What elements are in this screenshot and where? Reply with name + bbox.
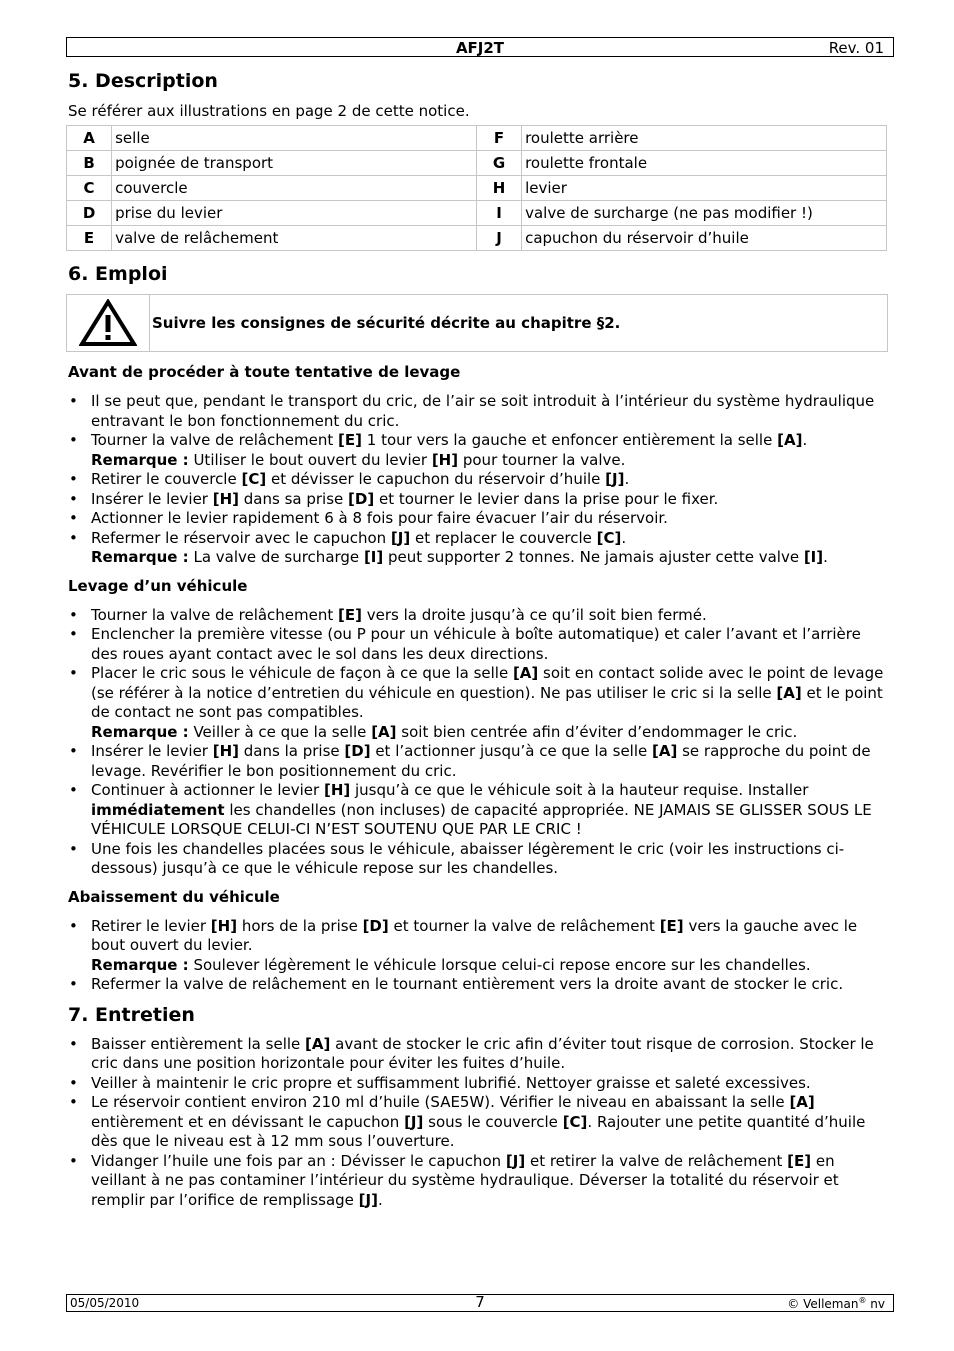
- part-name: valve de relâchement: [112, 226, 477, 251]
- part-name: roulette frontale: [522, 151, 887, 176]
- parts-table-row: [67, 226, 887, 251]
- part-letter: H: [476, 176, 521, 201]
- part-letter: E: [67, 226, 112, 251]
- page-footer: [66, 1294, 894, 1312]
- footer-date: 05/05/2010: [70, 1296, 140, 1310]
- part-letter: J: [476, 226, 521, 251]
- warning-box: [66, 294, 888, 352]
- revision-label: Rev. 01: [828, 39, 884, 57]
- copyright: © Velleman® nv: [787, 1296, 885, 1311]
- before-lifting-list: [68, 392, 890, 568]
- parts-table-row: [67, 176, 887, 201]
- page-number: 7: [475, 1293, 485, 1311]
- part-name: selle: [112, 126, 477, 151]
- parts-table-row: [67, 201, 887, 226]
- part-name: couvercle: [112, 176, 477, 201]
- list-item: • Tourner la valve de relâchement [E] vers la droite jusqu’à ce qu’il soit bien fermé.: [68, 606, 890, 626]
- part-letter: B: [67, 151, 112, 176]
- maintenance-list: [68, 1035, 890, 1211]
- list-item: • Retirer le couvercle [C] et dévisser le capuchon du réservoir d’huile [J].: [68, 470, 890, 490]
- list-item: • Continuer à actionner le levier [H] jusqu’à ce que le véhicule soit à la hauteur requise. Installer immédiatement les chandelles (non incluses) de capacité appropriée. NE JAMAIS SE GLISSER SOUS LE VÉHICULE LORSQUE CELUI-CI N’EST SOUTENU QUE PAR LE CRIC !: [68, 781, 890, 840]
- subsection-lowering-title: Abaissement du véhicule: [68, 887, 280, 906]
- part-letter: C: [67, 176, 112, 201]
- list-item: • Insérer le levier [H] dans la prise [D] et l’actionner jusqu’à ce que la selle [A] se rapproche du point de levage. Revérifier le bon positionnement du cric.: [68, 742, 890, 781]
- page-content: [68, 60, 890, 1214]
- list-item: • Il se peut que, pendant le transport du cric, de l’air se soit introduit à l’intérieur du système hydraulique entravant le bon fonctionnement du cric.: [68, 392, 890, 431]
- parts-table: [66, 125, 887, 251]
- section-6-title: 6. Emploi: [68, 263, 168, 285]
- part-name: roulette arrière: [522, 126, 887, 151]
- section-5-title: 5. Description: [68, 70, 218, 92]
- list-item: • Retirer le levier [H] hors de la prise [D] et tourner la valve de relâchement [E] vers la gauche avec le bout ouvert du levier. Remarque : Soulever légèrement le véhicule lorsque celui-ci repose encore sur les chandelles.: [68, 917, 890, 976]
- list-item: • Le réservoir contient environ 210 ml d’huile (SAE5W). Vérifier le niveau en abaissant la selle [A] entièrement et en dévissant le capuchon [J] sous le couvercle [C]. Rajouter une petite quantité d’huile dès que le niveau est à 12 mm sous l’ouverture.: [68, 1093, 890, 1152]
- part-letter: F: [476, 126, 521, 151]
- part-letter: D: [67, 201, 112, 226]
- list-item: • Placer le cric sous le véhicule de façon à ce que la selle [A] soit en contact solide avec le point de levage (se référer à la notice d’entretien du véhicule en question). Ne pas utiliser le cric si la selle [A] et le point de contact ne sont pas compatibles. Remarque : Veiller à ce que la selle [A] soit bien centrée afin d’éviter d’endommager le cric.: [68, 664, 890, 742]
- list-item: • Insérer le levier [H] dans sa prise [D] et tourner le levier dans la prise pour le fixer.: [68, 490, 890, 510]
- part-letter: G: [476, 151, 521, 176]
- model-number: AFJ2T: [455, 39, 505, 57]
- subsection-lifting-title: Levage d’un véhicule: [68, 576, 248, 595]
- part-name: capuchon du réservoir d’huile: [522, 226, 887, 251]
- warning-triangle-icon: [79, 299, 137, 347]
- part-name: prise du levier: [112, 201, 477, 226]
- part-name: valve de surcharge (ne pas modifier !): [522, 201, 887, 226]
- list-item: • Refermer la valve de relâchement en le tournant entièrement vers la droite avant de stocker le cric.: [68, 975, 890, 995]
- list-item: • Une fois les chandelles placées sous le véhicule, abaisser légèrement le cric (voir les instructions ci-dessous) jusqu’à ce que le véhicule repose sur les chandelles.: [68, 840, 890, 879]
- part-letter: I: [476, 201, 521, 226]
- list-item: • Vidanger l’huile une fois par an : Dévisser le capuchon [J] et retirer la valve de relâchement [E] en veillant à ne pas contaminer l’intérieur du système hydraulique. Déverser la totalité du réservoir et remplir par l’orifice de remplissage [J].: [68, 1152, 890, 1211]
- warning-text: Suivre les consignes de sécurité décrite au chapitre §2.: [152, 314, 621, 332]
- section-5-intro: Se référer aux illustrations en page 2 de cette notice.: [68, 102, 470, 120]
- part-letter: A: [67, 126, 112, 151]
- parts-table-row: [67, 151, 887, 176]
- page-header: [66, 37, 894, 57]
- part-name: levier: [522, 176, 887, 201]
- subsection-before-lifting-title: Avant de procéder à toute tentative de levage: [68, 363, 461, 381]
- lowering-list: [68, 917, 890, 995]
- section-7-title: 7. Entretien: [68, 1003, 195, 1026]
- list-item: • Enclencher la première vitesse (ou P pour un véhicule à boîte automatique) et caler l’avant et l’arrière des roues ayant contact avec le sol dans les deux directions.: [68, 625, 890, 664]
- list-item: • Veiller à maintenir le cric propre et suffisamment lubrifié. Nettoyer graisse et saleté excessives.: [68, 1074, 890, 1094]
- warning-icon-cell: [67, 295, 150, 351]
- list-item: • Baisser entièrement la selle [A] avant de stocker le cric afin d’éviter tout risque de corrosion. Stocker le cric dans une position horizontale pour éviter les fuites d’huile.: [68, 1035, 890, 1074]
- list-item: • Tourner la valve de relâchement [E] 1 tour vers la gauche et enfoncer entièrement la selle [A]. Remarque : Utiliser le bout ouvert du levier [H] pour tourner la valve.: [68, 431, 890, 470]
- lifting-list: [68, 606, 890, 879]
- list-item: • Actionner le levier rapidement 6 à 8 fois pour faire évacuer l’air du réservoir.: [68, 509, 890, 529]
- part-name: poignée de transport: [112, 151, 477, 176]
- parts-table-row: [67, 126, 887, 151]
- list-item: • Refermer le réservoir avec le capuchon [J] et replacer le couvercle [C]. Remarque : La valve de surcharge [I] peut supporter 2 tonnes. Ne jamais ajuster cette valve [I].: [68, 529, 890, 568]
